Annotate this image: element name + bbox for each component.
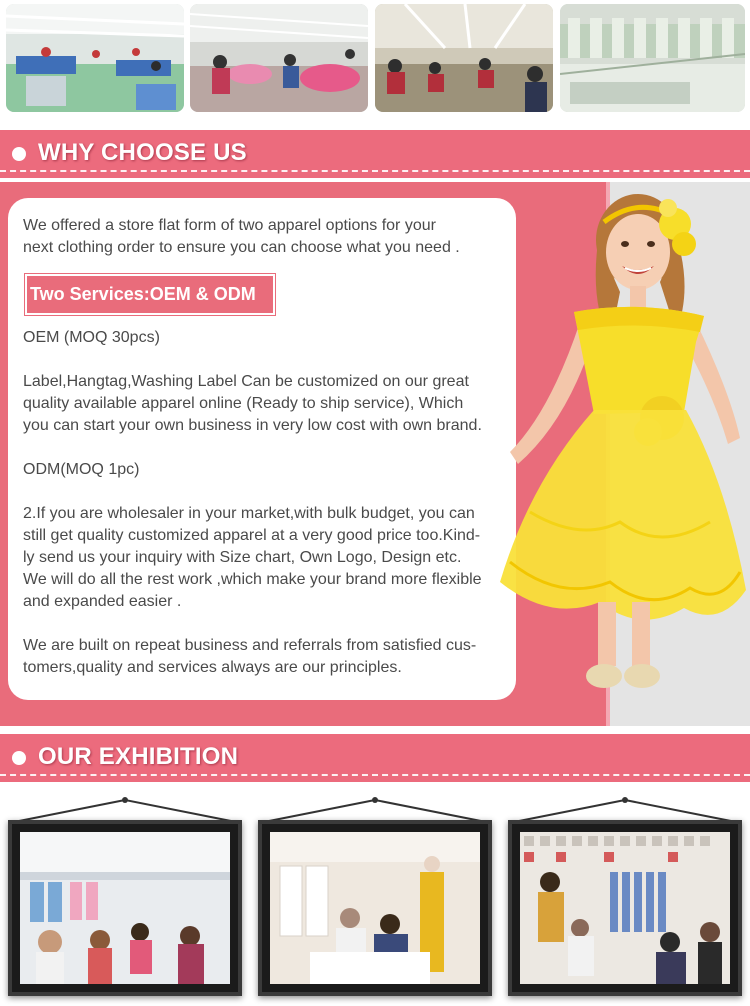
factory-floor-photo <box>6 4 184 112</box>
frame-hanger-icon <box>258 798 492 822</box>
embroidery-machine-photo <box>560 4 745 112</box>
services-badge: Two Services:OEM & ODM <box>25 274 275 315</box>
closing-text: We are built on repeat business and referrals from satisfied cus- tomers,quality and services always are our principles. <box>23 637 477 676</box>
workshop-photo <box>375 4 553 112</box>
exhibition-booth-photo-2 <box>258 820 492 996</box>
oem-heading: OEM (MOQ 30pcs) <box>23 329 160 346</box>
girl-in-yellow-dress-photo <box>470 182 750 726</box>
frame-hanger-icon <box>508 798 742 822</box>
why-choose-us-banner <box>0 130 750 178</box>
section-title: OUR EXHIBITION <box>38 743 239 770</box>
our-exhibition-banner <box>0 734 750 782</box>
bullet-dot-icon <box>12 751 26 765</box>
dashed-divider <box>0 774 750 776</box>
odm-details: 2.If you are wholesaler in your market,with bulk budget, you can still get quality customized apparel at a very good price too.Kind- ly send us your inquiry with Size chart, Own Logo, Design etc. We will do all the rest work ,which make your brand more flexible and expanded easier . <box>23 505 482 610</box>
factory-photo-strip <box>0 0 750 118</box>
intro-text: We offered a store flat form of two apparel options for your next clothing order to ensure you can choose what you need . <box>23 217 460 256</box>
oem-details: Label,Hangtag,Washing Label Can be customized on our great quality available apparel online (Ready to ship service), Which you can start your own business in very low cost with own brand. <box>23 373 482 434</box>
bullet-dot-icon <box>12 147 26 161</box>
frame-hanger-icon <box>8 798 242 822</box>
odm-heading: ODM(MOQ 1pc) <box>23 461 140 478</box>
exhibition-gallery <box>0 782 750 1006</box>
section-title: WHY CHOOSE US <box>38 139 247 166</box>
info-card <box>8 198 516 700</box>
sewing-workers-photo <box>190 4 368 112</box>
exhibition-booth-photo-1 <box>8 820 242 996</box>
exhibition-booth-photo-3 <box>508 820 742 996</box>
why-choose-us-section <box>0 182 750 726</box>
dashed-divider <box>0 170 750 172</box>
